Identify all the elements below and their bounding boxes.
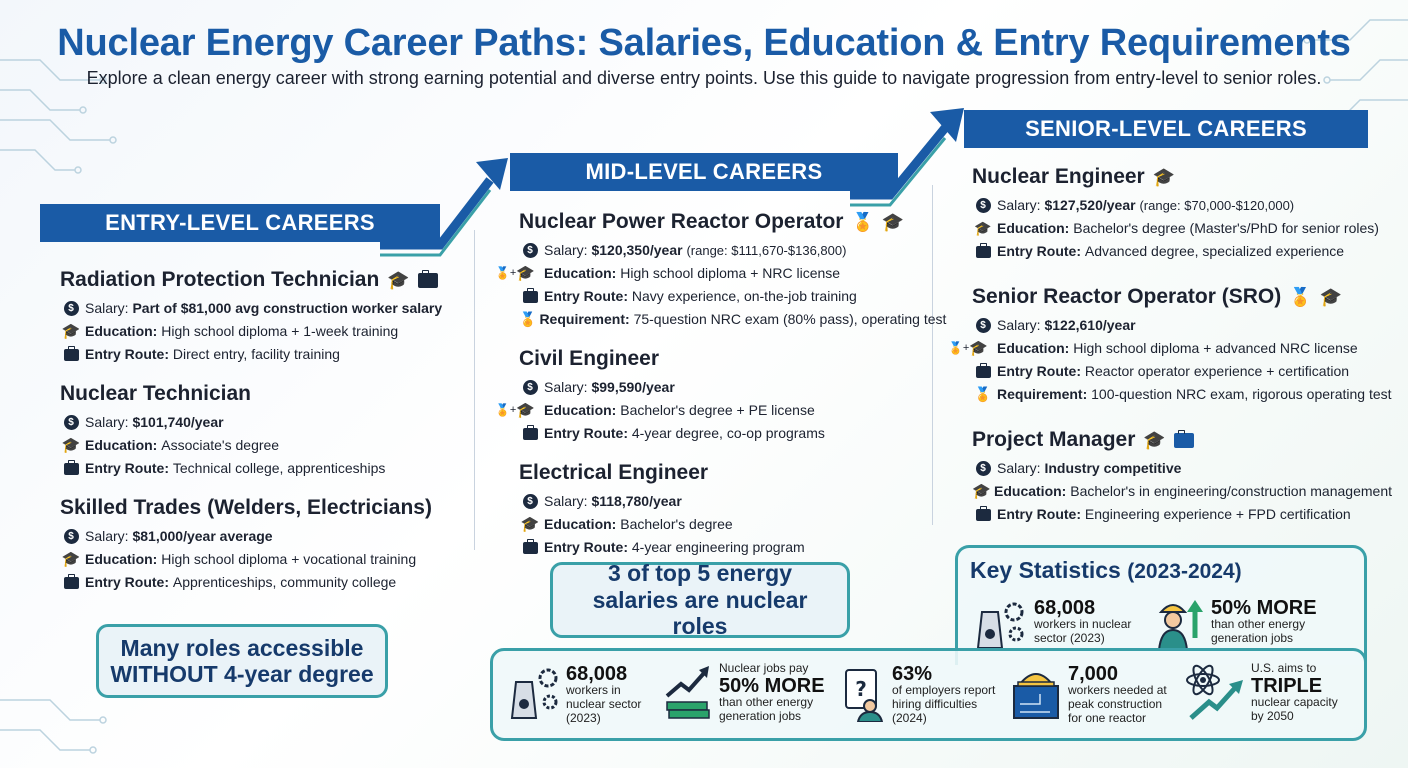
job-title: Civil Engineer (519, 347, 660, 370)
license-plus-cap-icon: 🏅 + 🎓 (494, 265, 536, 282)
salary-label: Salary: (544, 379, 588, 395)
graduation-cap-icon: 🎓 (1143, 429, 1166, 450)
entry-route-value: Direct entry, facility training (172, 346, 340, 362)
dollar-icon: $ (64, 301, 79, 316)
salary-label: Salary: (544, 493, 588, 509)
salaries-callout: 3 of top 5 energy salaries are nuclear roles (550, 562, 850, 638)
entry-route-label: Entry Route: (544, 425, 628, 441)
job-card-nuclear-technician (60, 382, 470, 480)
page-title: Nuclear Energy Career Paths: Salaries, Education & Entry Requirements (57, 22, 1351, 64)
graduation-cap-icon: 🎓 (61, 437, 81, 454)
graduation-cap-icon: 🎓 (972, 483, 991, 500)
job-title: Skilled Trades (Welders, Electricians) (60, 496, 432, 519)
education-value: Bachelor's in engineering/construction management (1070, 483, 1392, 499)
education-value: High school diploma + 1-week training (161, 323, 399, 339)
salary-label: Salary: (997, 460, 1041, 476)
education-label: Education: (544, 402, 617, 418)
job-card-skilled-trades (60, 496, 470, 594)
briefcase-icon (64, 577, 79, 589)
briefcase-icon (64, 463, 79, 475)
salary-value: $122,610/year (1044, 317, 1136, 333)
education-value: High school diploma + vocational training (161, 551, 417, 567)
stat-pay: Nuclear jobs pay 50% MORE than other energy generation jobs (663, 662, 829, 724)
entry-route-label: Entry Route: (997, 506, 1081, 522)
job-card-reactor-operator (494, 210, 947, 331)
hiring-clipboard-icon (840, 664, 886, 722)
worker-arrow-icon (1155, 598, 1205, 652)
entry-route-value: 4-year engineering program (631, 539, 805, 555)
atom-growth-icon (1185, 662, 1245, 724)
salary-value: $118,780/year (591, 493, 682, 509)
education-value: Bachelor's degree + PE license (620, 402, 815, 418)
briefcase-icon (976, 366, 991, 378)
briefcase-icon (1174, 433, 1194, 448)
graduation-cap-icon: 🎓 (61, 323, 81, 340)
key-statistics-title: Key Statistics (2023-2024) (970, 557, 1242, 583)
stat-pay-top: 50% MORE than other energy generation jobs (1155, 598, 1321, 652)
entry-route-value: Engineering experience + FPD certification (1084, 506, 1351, 522)
briefcase-icon (523, 291, 538, 303)
entry-route-label: Entry Route: (85, 460, 169, 476)
hardhat-blueprint-icon (1010, 664, 1062, 722)
entry-route-label: Entry Route: (544, 288, 628, 304)
education-label: Education: (994, 483, 1067, 499)
entry-route-label: Entry Route: (85, 346, 169, 362)
job-title: Nuclear Power Reactor Operator (519, 210, 844, 233)
medal-icon: 🏅 (851, 211, 874, 232)
briefcase-icon (523, 542, 538, 554)
job-card-project-manager (972, 428, 1392, 526)
education-label: Education: (544, 516, 617, 532)
dollar-icon: $ (523, 243, 538, 258)
license-plus-cap-icon: 🏅 + 🎓 (947, 340, 989, 357)
senior-level-column (947, 165, 1392, 542)
dollar-icon: $ (976, 198, 991, 213)
salary-value: Part of $81,000 avg construction worker salary (132, 300, 443, 316)
job-card-civil-engineer (494, 347, 929, 445)
education-label: Education: (544, 265, 617, 281)
briefcase-icon (976, 509, 991, 521)
stat-workers-top: 68,008 workers in nuclear sector (2023) (972, 598, 1134, 650)
graduation-cap-icon: 🎓 (520, 516, 540, 533)
column-divider-1 (474, 230, 475, 550)
briefcase-icon (523, 428, 538, 440)
stat-workers: 68,008 workers in nuclear sector (2023) (508, 664, 654, 725)
dollar-icon: $ (64, 529, 79, 544)
education-value: Bachelor's degree (Master's/PhD for senior roles) (1073, 220, 1379, 236)
column-divider-2 (932, 185, 933, 525)
education-value: Associate's degree (161, 437, 280, 453)
graduation-cap-icon: 🎓 (974, 220, 992, 236)
graduation-cap-icon: 🎓 (881, 211, 905, 232)
entry-route-value: Apprenticeships, community college (172, 574, 397, 590)
salary-value: Industry competitive (1044, 460, 1182, 476)
education-label: Education: (85, 437, 158, 453)
svg-text:?: ? (855, 677, 867, 701)
graduation-cap-icon: 🎓 (1152, 166, 1176, 187)
job-title: Project Manager (972, 428, 1136, 451)
job-title: Radiation Protection Technician (60, 268, 380, 291)
dollar-icon: $ (976, 318, 991, 333)
salary-label: Salary: (544, 242, 588, 258)
page-subtitle: Explore a clean energy career with strong earning potential and diverse entry points. Use this guide to navigate progression from entry-level to senior roles. (86, 68, 1322, 88)
salary-value: $120,350/year (591, 242, 683, 258)
stat-hiring: ? 63% of employers report hiring difficulties (2024) (840, 664, 1004, 725)
salary-value: $99,590/year (591, 379, 675, 395)
graduation-cap-icon: 🎓 (1319, 286, 1343, 307)
entry-level-banner: ENTRY-LEVEL CAREERS (40, 204, 440, 242)
entry-route-value: Navy experience, on-the-job training (631, 288, 857, 304)
dollar-icon: $ (523, 494, 538, 509)
entry-level-column (60, 268, 470, 610)
salary-label: Salary: (85, 300, 129, 316)
salary-label: Salary: (85, 414, 129, 430)
entry-route-value: 4-year degree, co-op programs (631, 425, 825, 441)
salary-value: $101,740/year (132, 414, 224, 430)
degree-callout: Many roles accessible WITHOUT 4-year degree (96, 624, 388, 698)
job-title: Electrical Engineer (519, 461, 709, 484)
education-value: High school diploma + NRC license (620, 265, 841, 281)
job-card-radiation-protection-technician (60, 268, 470, 366)
entry-route-value: Reactor operator experience + certification (1084, 363, 1350, 379)
medal-icon: 🏅 (974, 386, 992, 402)
salary-label: Salary: (85, 528, 129, 544)
job-card-nuclear-engineer (972, 165, 1392, 263)
job-card-senior-reactor-operator (947, 285, 1392, 406)
job-title: Nuclear Engineer (972, 165, 1145, 188)
stat-capacity: U.S. aims to TRIPLE nuclear capacity by 2050 (1185, 662, 1347, 724)
entry-route-value: Advanced degree, specialized experience (1084, 243, 1345, 259)
dollar-icon: $ (64, 415, 79, 430)
job-card-electrical-engineer (519, 461, 929, 559)
graduation-cap-icon: 🎓 (61, 551, 81, 568)
entry-route-label: Entry Route: (997, 243, 1081, 259)
requirement-value: 75-question NRC exam (80% pass), operating test (633, 311, 947, 327)
education-label: Education: (997, 340, 1070, 356)
salary-range: (range: $111,670-$136,800) (686, 243, 847, 258)
salary-label: Salary: (997, 197, 1041, 213)
requirement-label: Requirement: (997, 386, 1088, 402)
education-value: Bachelor's degree (620, 516, 733, 532)
nuclear-plant-gear-icon (972, 598, 1028, 650)
job-title: Senior Reactor Operator (SRO) (972, 285, 1282, 308)
salary-value: $81,000/year average (132, 528, 273, 544)
requirement-value: 100-question NRC exam, rigorous operating test (1091, 386, 1392, 402)
nuclear-plant-gear-icon (508, 664, 560, 720)
briefcase-icon (418, 273, 438, 288)
entry-route-label: Entry Route: (85, 574, 169, 590)
entry-route-label: Entry Route: (997, 363, 1081, 379)
graduation-cap-icon: 🎓 (387, 269, 410, 290)
education-label: Education: (85, 551, 158, 567)
medal-icon: 🏅 (1289, 286, 1312, 307)
salary-value: $127,520/year (1044, 197, 1136, 213)
briefcase-icon (976, 246, 991, 258)
entry-route-value: Technical college, apprenticeships (172, 460, 386, 476)
job-title: Nuclear Technician (60, 382, 252, 405)
briefcase-icon (64, 349, 79, 361)
education-label: Education: (997, 220, 1070, 236)
mid-level-column (494, 210, 947, 575)
education-value: High school diploma + advanced NRC license (1073, 340, 1358, 356)
requirement-label: Requirement: (539, 311, 630, 327)
stat-construction: 7,000 workers needed at peak construction for one reactor (1010, 664, 1172, 725)
dollar-icon: $ (976, 461, 991, 476)
entry-route-label: Entry Route: (544, 539, 628, 555)
dollar-icon: $ (523, 380, 538, 395)
medal-icon: 🏅 (519, 311, 537, 327)
salary-range: (range: $70,000-$120,000) (1139, 198, 1295, 213)
money-growth-icon (663, 662, 713, 724)
mid-level-banner: MID-LEVEL CAREERS (510, 153, 898, 191)
senior-level-banner: SENIOR-LEVEL CAREERS (964, 110, 1368, 148)
salary-label: Salary: (997, 317, 1041, 333)
education-label: Education: (85, 323, 158, 339)
license-plus-cap-icon: 🏅 + 🎓 (494, 402, 536, 419)
